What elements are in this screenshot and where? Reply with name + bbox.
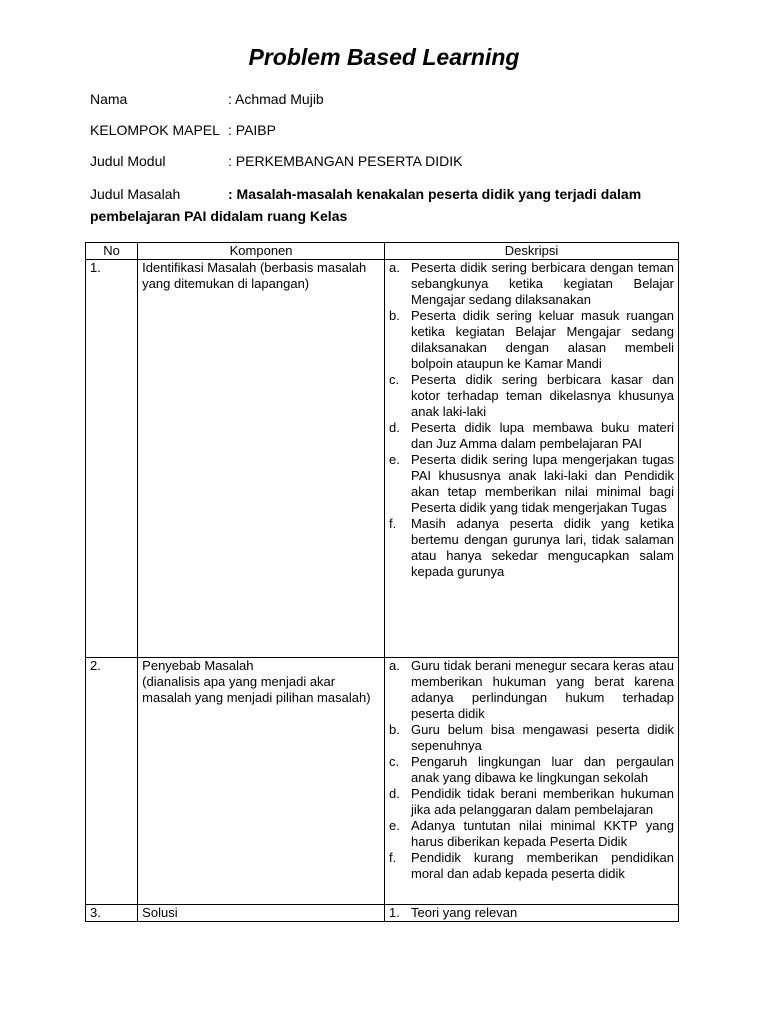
list-item-text: Peserta didik sering lupa mengerjakan tugas PAI khususnya anak laki-laki dan Pendidik akan tetap memberikan nilai minimal bagi Peserta didik yang tidak mengerjakan Tugas [411, 452, 674, 515]
list-marker: d. [389, 420, 400, 435]
row-komponen: Solusi [138, 905, 385, 922]
nama-label: Nama [90, 91, 128, 107]
list-item [389, 260, 674, 308]
table-row [86, 658, 679, 905]
meta-masalah [90, 183, 650, 227]
list-marker: c. [389, 372, 400, 387]
list-item-text: Peserta didik sering berbicara kasar dan kotor terhadap teman dikelasnya khusunya anak laki-laki [411, 372, 674, 419]
mapel-value: : PAIBP [228, 122, 276, 138]
masalah-label: Judul Masalah [90, 186, 181, 202]
table-row [86, 905, 679, 922]
header-komponen: Komponen [138, 243, 385, 260]
list-marker: b. [389, 722, 400, 737]
list-item [389, 658, 674, 722]
nama-value: : Achmad Mujib [228, 91, 324, 107]
modul-value: : PERKEMBANGAN PESERTA DIDIK [228, 153, 463, 169]
list-marker: e. [389, 818, 400, 833]
list-marker: f. [389, 850, 397, 865]
list-item-text: Guru tidak berani menegur secara keras atau memberikan hukuman yang berat karena adanya perlindungan hukum terhadap peserta didik [411, 658, 674, 721]
list-marker: 1. [389, 905, 400, 920]
list-item [389, 420, 674, 452]
list-item [389, 722, 674, 754]
deskripsi-list [389, 905, 674, 921]
row-deskripsi [385, 658, 679, 905]
list-item [389, 452, 674, 516]
list-item-text: Pengaruh lingkungan luar dan pergaulan anak yang dibawa ke lingkungan sekolah [411, 754, 674, 785]
list-item [389, 516, 674, 580]
row-komponen: Identifikasi Masalah (berbasis masalah yang ditemukan di lapangan) [138, 260, 385, 658]
row-number: 2. [86, 658, 138, 905]
list-item [389, 905, 674, 921]
list-marker: e. [389, 452, 400, 467]
list-item [389, 850, 674, 882]
list-item-text: Pendidik tidak berani memberikan hukuman jika ada pelanggaran dalam pembelajaran [411, 786, 674, 817]
list-marker: b. [389, 308, 400, 323]
row-number: 1. [86, 260, 138, 658]
row-deskripsi [385, 260, 679, 658]
mapel-label: KELOMPOK MAPEL [90, 122, 220, 138]
deskripsi-list [389, 260, 674, 580]
list-marker: f. [389, 516, 397, 531]
list-item [389, 308, 674, 372]
list-marker: a. [389, 658, 400, 673]
page-title: Problem Based Learning [248, 44, 520, 70]
list-marker: d. [389, 786, 400, 801]
list-item [389, 754, 674, 786]
modul-label: Judul Modul [90, 153, 166, 169]
list-item-text: Pendidik kurang memberikan pendidikan moral dan adab kepada peserta didik [411, 850, 674, 881]
list-item-text: Guru belum bisa mengawasi peserta didik sepenuhnya [411, 722, 674, 753]
list-item [389, 372, 674, 420]
list-item-text: Peserta didik sering berbicara dengan teman sebangkunya ketika kegiatan Belajar Mengajar sedang dilaksanakan [411, 260, 674, 307]
header-deskripsi: Deskripsi [385, 243, 679, 260]
list-marker: a. [389, 260, 400, 275]
header-no: No [86, 243, 138, 260]
list-item-text: Teori yang relevan [411, 905, 518, 920]
list-marker: c. [389, 754, 400, 769]
list-item [389, 818, 674, 850]
row-deskripsi [385, 905, 679, 922]
table-header-row [86, 243, 679, 260]
list-item-text: Peserta didik sering keluar masuk ruangan ketika kegiatan Belajar Mengajar sedang dilaksanakan dengan alasan membeli bolpoin ataupun ke Kamar Mandi [411, 308, 674, 371]
list-item-text: Peserta didik lupa membawa buku materi dan Juz Amma dalam pembelajaran PAI [411, 420, 674, 451]
row-number: 3. [86, 905, 138, 922]
table-row [86, 260, 679, 658]
list-item-text: Masih adanya peserta didik yang ketika bertemu dengan gurunya lari, tidak salaman atau hanya sekedar mengucapkan salam kepada gurunya [411, 516, 674, 579]
masalah-value: : Masalah-masalah kenakalan peserta didik yang terjadi dalam pembelajaran PAI didalam ruang Kelas [90, 186, 642, 224]
row-komponen: Penyebab Masalah (dianalisis apa yang menjadi akar masalah yang menjadi pilihan masalah) [138, 658, 385, 905]
list-item [389, 786, 674, 818]
pbl-table [85, 242, 679, 922]
deskripsi-list [389, 658, 674, 882]
list-item-text: Adanya tuntutan nilai minimal KKTP yang harus diberikan kepada Peserta Didik [411, 818, 674, 849]
